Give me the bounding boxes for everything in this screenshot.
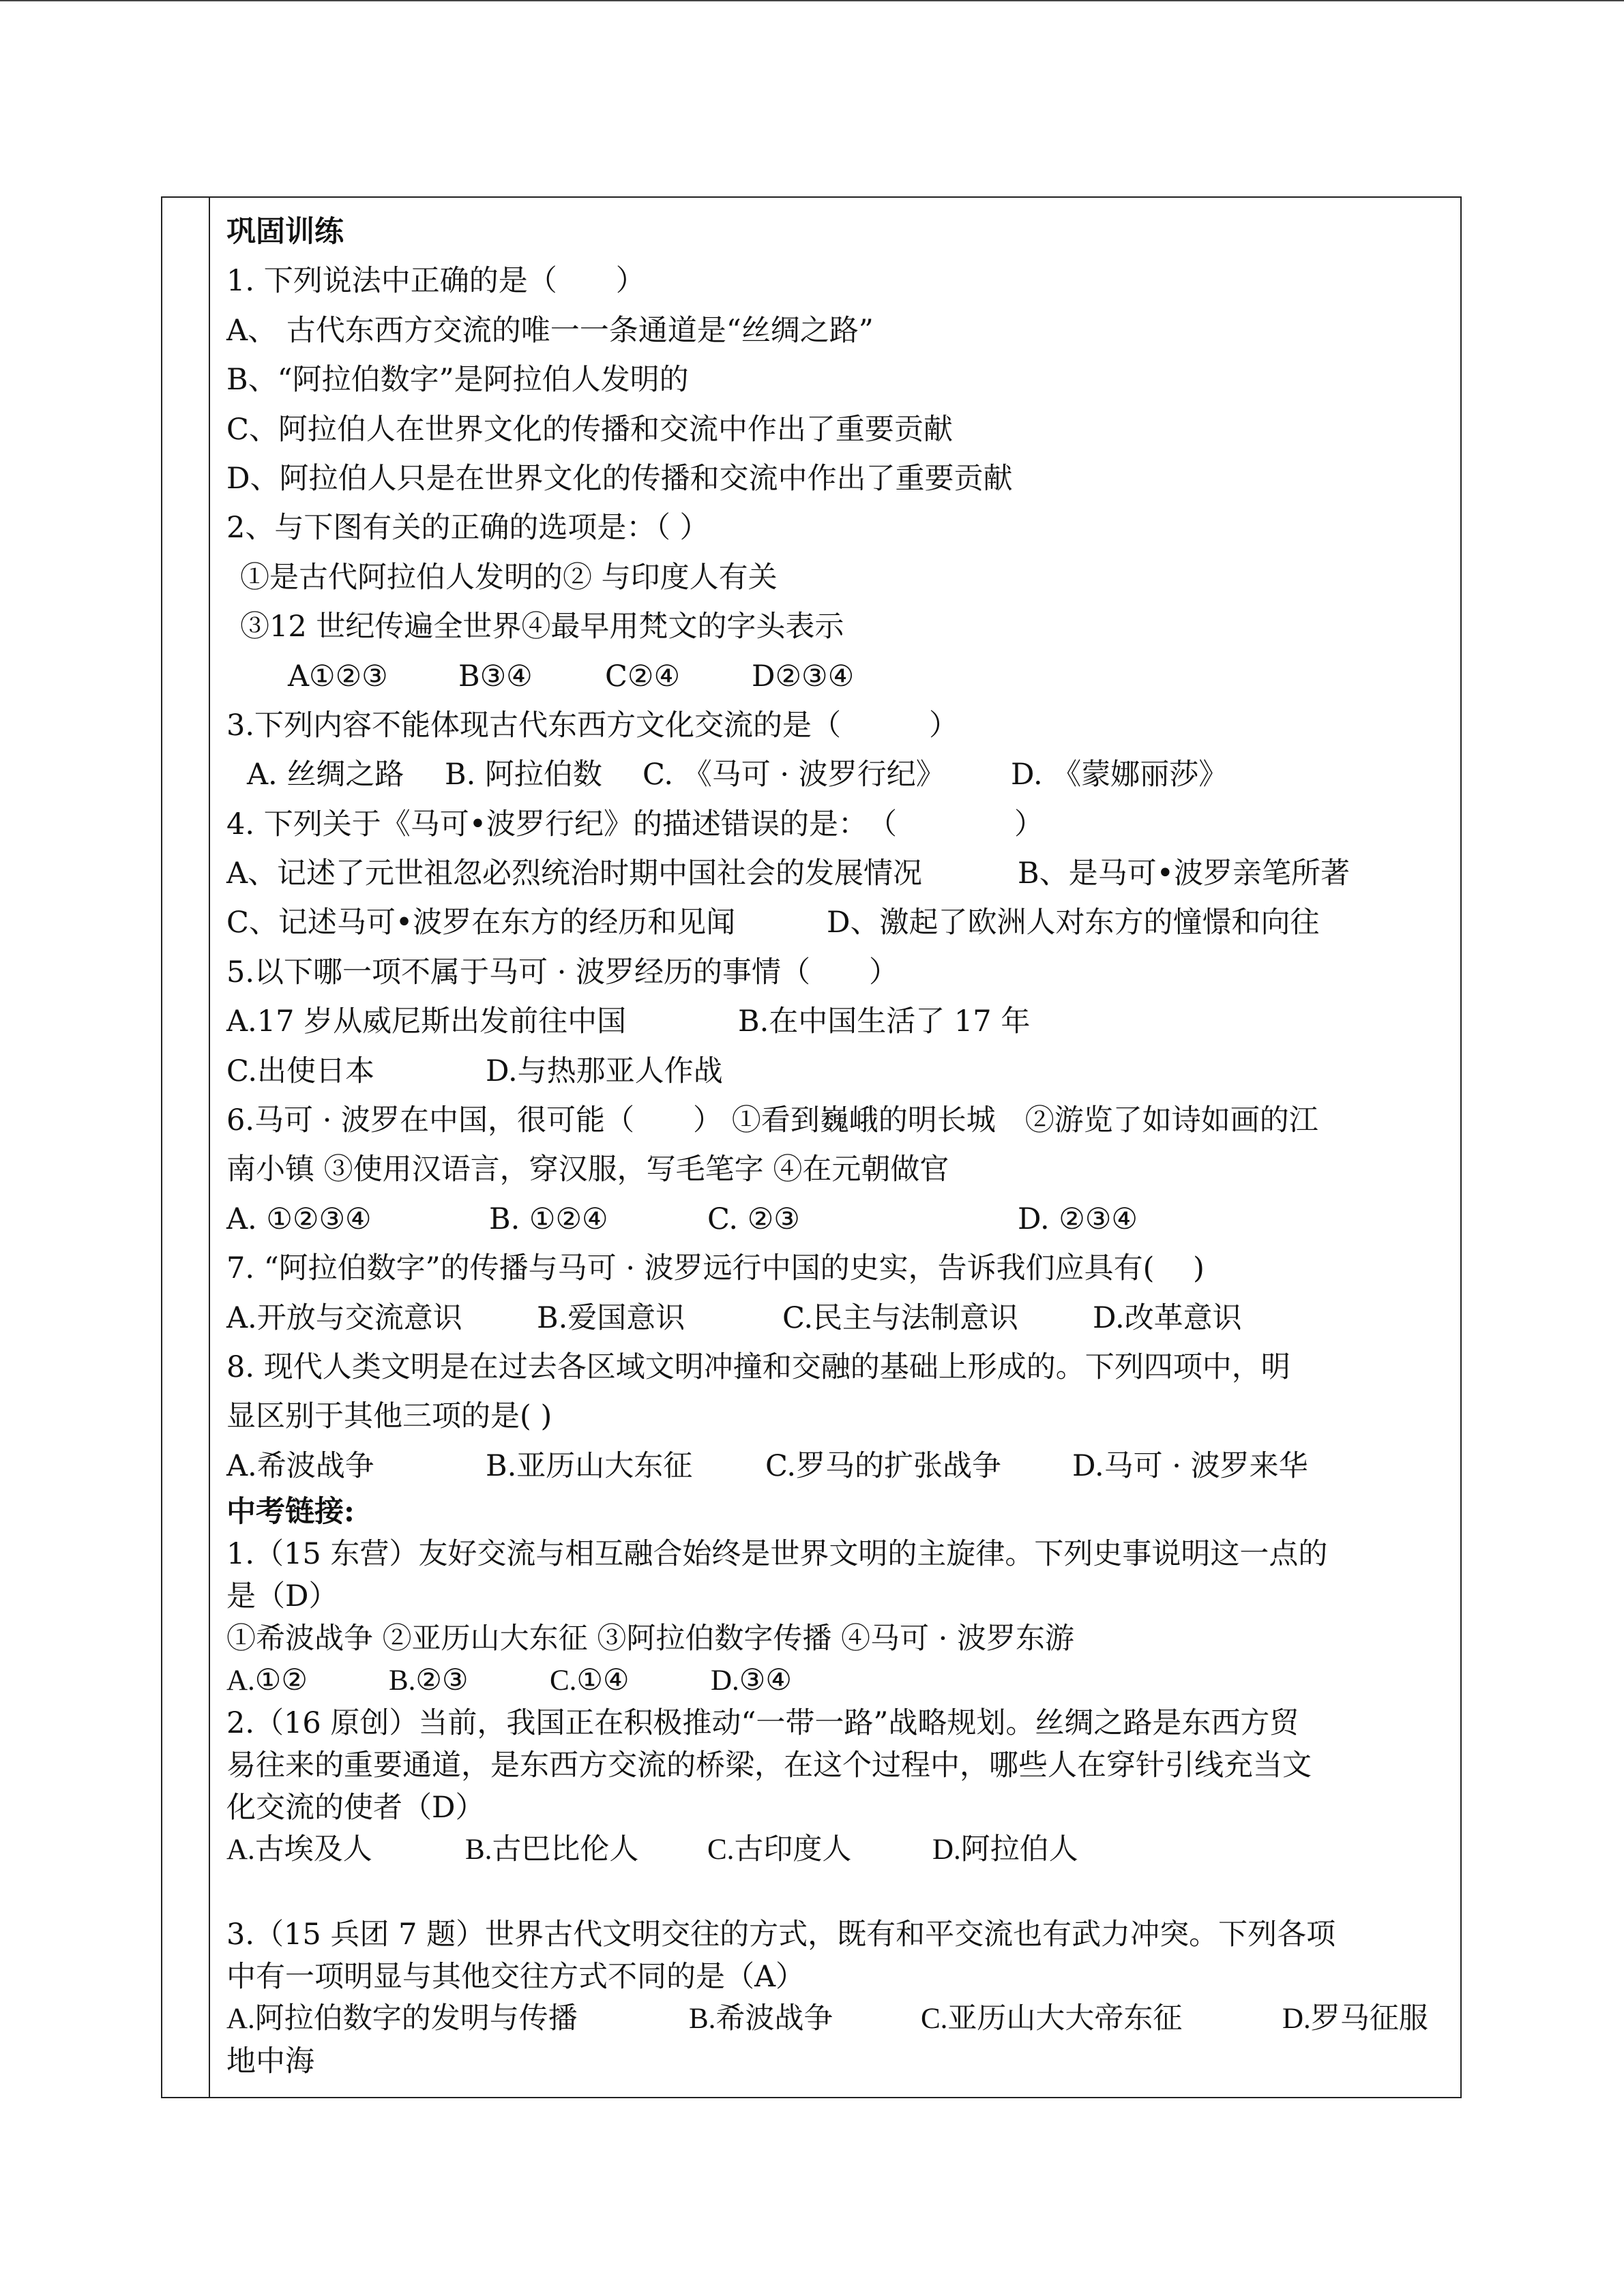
question-3-stem: 3.下列内容不能体现古代东西方文化交流的是（ ） xyxy=(226,708,959,743)
question-8-choices xyxy=(226,1442,1447,1491)
exam-1-stem-1: 1.（15 东营）友好交流与相互融合始终是世界文明的主旋律。下列史事说明这一点的 xyxy=(226,1537,1328,1572)
exam-1-choice-b: B.②③ xyxy=(389,1665,469,1697)
exam-1-choices xyxy=(226,1660,1447,1702)
question-4-options-row-1 xyxy=(226,849,1447,898)
exam-1-choice-a: A.①② xyxy=(226,1665,308,1697)
exam-3-choices xyxy=(226,1998,1447,2040)
question-1-option-a: A、 古代东西方交流的唯一一条通道是“丝绸之路” xyxy=(226,313,874,348)
question-4-option-c: C、记述马可•波罗在东方的经历和见闻 xyxy=(226,906,736,940)
blank-line xyxy=(226,1871,1447,1913)
exam-1-stem-2: 是（D） xyxy=(226,1579,338,1614)
question-3-choice-c: C. 《马可 · 波罗行纪》 xyxy=(643,758,945,792)
exam-2-choice-b: B.古巴比伦人 xyxy=(465,1834,639,1866)
question-6-choice-a: A. ①②③④ xyxy=(226,1202,372,1236)
table-left-column xyxy=(162,198,210,2097)
question-5-option-b: B.在中国生活了 17 年 xyxy=(738,1004,1031,1039)
exam-2-stem-3: 化交流的使者（D） xyxy=(226,1791,485,1825)
exam-1-statements: ①希波战争 ②亚历山大东征 ③阿拉伯数字传播 ④马可 · 波罗东游 xyxy=(226,1622,1075,1656)
question-6-choices xyxy=(226,1195,1447,1244)
question-3-choice-d: D. 《蒙娜丽莎》 xyxy=(1011,758,1228,792)
exam-2-stem-1: 2.（16 原创）当前，我国正在积极推动“一带一路”战略规划。丝绸之路是东西方贸 xyxy=(226,1706,1299,1741)
exam-link-title: 中考链接: xyxy=(226,1495,355,1530)
question-2-statements-1: ①是古代阿拉伯人发明的② 与印度人有关 xyxy=(240,560,778,595)
question-7-choices xyxy=(226,1294,1447,1343)
exam-2-stem-2: 易往来的重要通道，是东西方交流的桥梁，在这个过程中，哪些人在穿针引线充当文 xyxy=(226,1748,1312,1783)
worksheet-content xyxy=(226,207,1447,2083)
question-7-choice-c: C.民主与法制意识 xyxy=(782,1300,1019,1335)
question-7-stem: 7. “阿拉伯数字”的传播与马可 · 波罗远行中国的史实，告诉我们应具有( ) xyxy=(226,1251,1205,1286)
question-5-options-row-1 xyxy=(226,997,1447,1046)
section-title: 巩固训练 xyxy=(226,215,344,249)
question-2-choice-d: D②③④ xyxy=(752,659,855,694)
question-3-choice-b: B. 阿拉伯数 xyxy=(445,758,602,792)
question-3-choice-a: A. 丝绸之路 xyxy=(247,758,404,792)
question-1-option-d: D、阿拉伯人只是在世界文化的传播和交流中作出了重要贡献 xyxy=(226,461,1013,496)
exam-3-stem-1: 3.（15 兵团 7 题）世界古代文明交往的方式，既有和平交流也有武力冲突。下列各项 xyxy=(226,1918,1336,1952)
question-2-stem: 2、与下图有关的正确的选项是：（ ） xyxy=(226,511,709,546)
exam-2-choice-a: A.古埃及人 xyxy=(226,1834,372,1866)
exam-1-choice-c: C.①④ xyxy=(550,1665,630,1697)
question-2-statements-2: ③12 世纪传遍全世界④最早用梵文的字头表示 xyxy=(240,610,844,644)
worksheet-table xyxy=(161,196,1462,2098)
question-8-stem-2: 显区别于其他三项的是( ) xyxy=(226,1399,552,1434)
exam-2-choices xyxy=(226,1829,1447,1871)
question-8-choice-d: D.马可 · 波罗来华 xyxy=(1072,1448,1308,1483)
exam-3-choice-a: A.阿拉伯数字的发明与传播 xyxy=(226,2003,578,2036)
top-rule xyxy=(0,0,1624,1)
exam-3-choice-d: D.罗马征服 xyxy=(1282,2003,1428,2036)
exam-3-choice-d-continued: 地中海 xyxy=(226,2044,314,2079)
exam-3-stem-2: 中有一项明显与其他交往方式不同的是（A） xyxy=(226,1960,806,1995)
question-5-option-d: D.与热那亚人作战 xyxy=(486,1054,723,1088)
question-2-choice-b: B③④ xyxy=(458,659,533,694)
exam-3-choice-b: B.希波战争 xyxy=(689,2003,833,2036)
question-5-stem: 5.以下哪一项不属于马可 · 波罗经历的事情（ ） xyxy=(226,955,899,989)
question-5-options-row-2 xyxy=(226,1047,1447,1096)
question-6-stem-2: 南小镇 ③使用汉语言，穿汉服，写毛笔字 ④在元朝做官 xyxy=(226,1152,949,1187)
question-5-option-a: A.17 岁从威尼斯出发前往中国 xyxy=(226,1004,627,1039)
question-1-option-b: B、“阿拉伯数字”是阿拉伯人发明的 xyxy=(226,363,689,398)
question-7-choice-b: B.爱国意识 xyxy=(537,1300,685,1335)
exam-3-choice-c: C.亚历山大大帝东征 xyxy=(921,2003,1183,2036)
question-2-choices xyxy=(226,652,1447,701)
question-8-choice-b: B.亚历山大东征 xyxy=(486,1448,693,1483)
question-2-choice-c: C②④ xyxy=(605,659,680,694)
question-4-option-b: B、是马可•波罗亲笔所著 xyxy=(1018,856,1350,891)
question-1-option-c: C、阿拉伯人在世界文化的传播和交流中作出了重要贡献 xyxy=(226,412,953,447)
question-7-choice-a: A.开放与交流意识 xyxy=(226,1300,462,1335)
question-8-stem-1: 8. 现代人类文明是在过去各区域文明冲撞和交融的基础上形成的。下列四项中，明 xyxy=(226,1350,1290,1384)
question-6-stem-1: 6.马可 · 波罗在中国，很可能（ ） ①看到巍峨的明长城 ②游览了如诗如画的江 xyxy=(226,1103,1318,1138)
question-4-stem: 4. 下列关于《马可•波罗行纪》的描述错误的是： （ ） xyxy=(226,807,1044,841)
question-1-stem: 1. 下列说法中正确的是（ ） xyxy=(226,264,645,299)
question-3-choices xyxy=(226,750,1447,799)
question-8-choice-c: C.罗马的扩张战争 xyxy=(765,1448,1002,1483)
question-4-option-d: D、激起了欧洲人对东方的憧憬和向往 xyxy=(827,906,1320,940)
question-5-option-c: C.出使日本 xyxy=(226,1054,375,1088)
exam-2-choice-c: C.古印度人 xyxy=(707,1834,852,1866)
question-6-choice-b: B. ①②④ xyxy=(489,1202,608,1236)
question-4-option-a: A、记述了元世祖忽必烈统治时期中国社会的发展情况 xyxy=(226,856,923,891)
question-2-choice-a: A①②③ xyxy=(288,659,388,694)
question-6-choice-d: D. ②③④ xyxy=(1018,1202,1138,1236)
question-7-choice-d: D.改革意识 xyxy=(1093,1300,1242,1335)
exam-1-choice-d: D.③④ xyxy=(711,1665,792,1697)
question-4-options-row-2 xyxy=(226,898,1447,947)
exam-2-choice-d: D.阿拉伯人 xyxy=(932,1834,1078,1866)
question-8-choice-a: A.希波战争 xyxy=(226,1448,374,1483)
question-6-choice-c: C. ②③ xyxy=(707,1202,800,1236)
